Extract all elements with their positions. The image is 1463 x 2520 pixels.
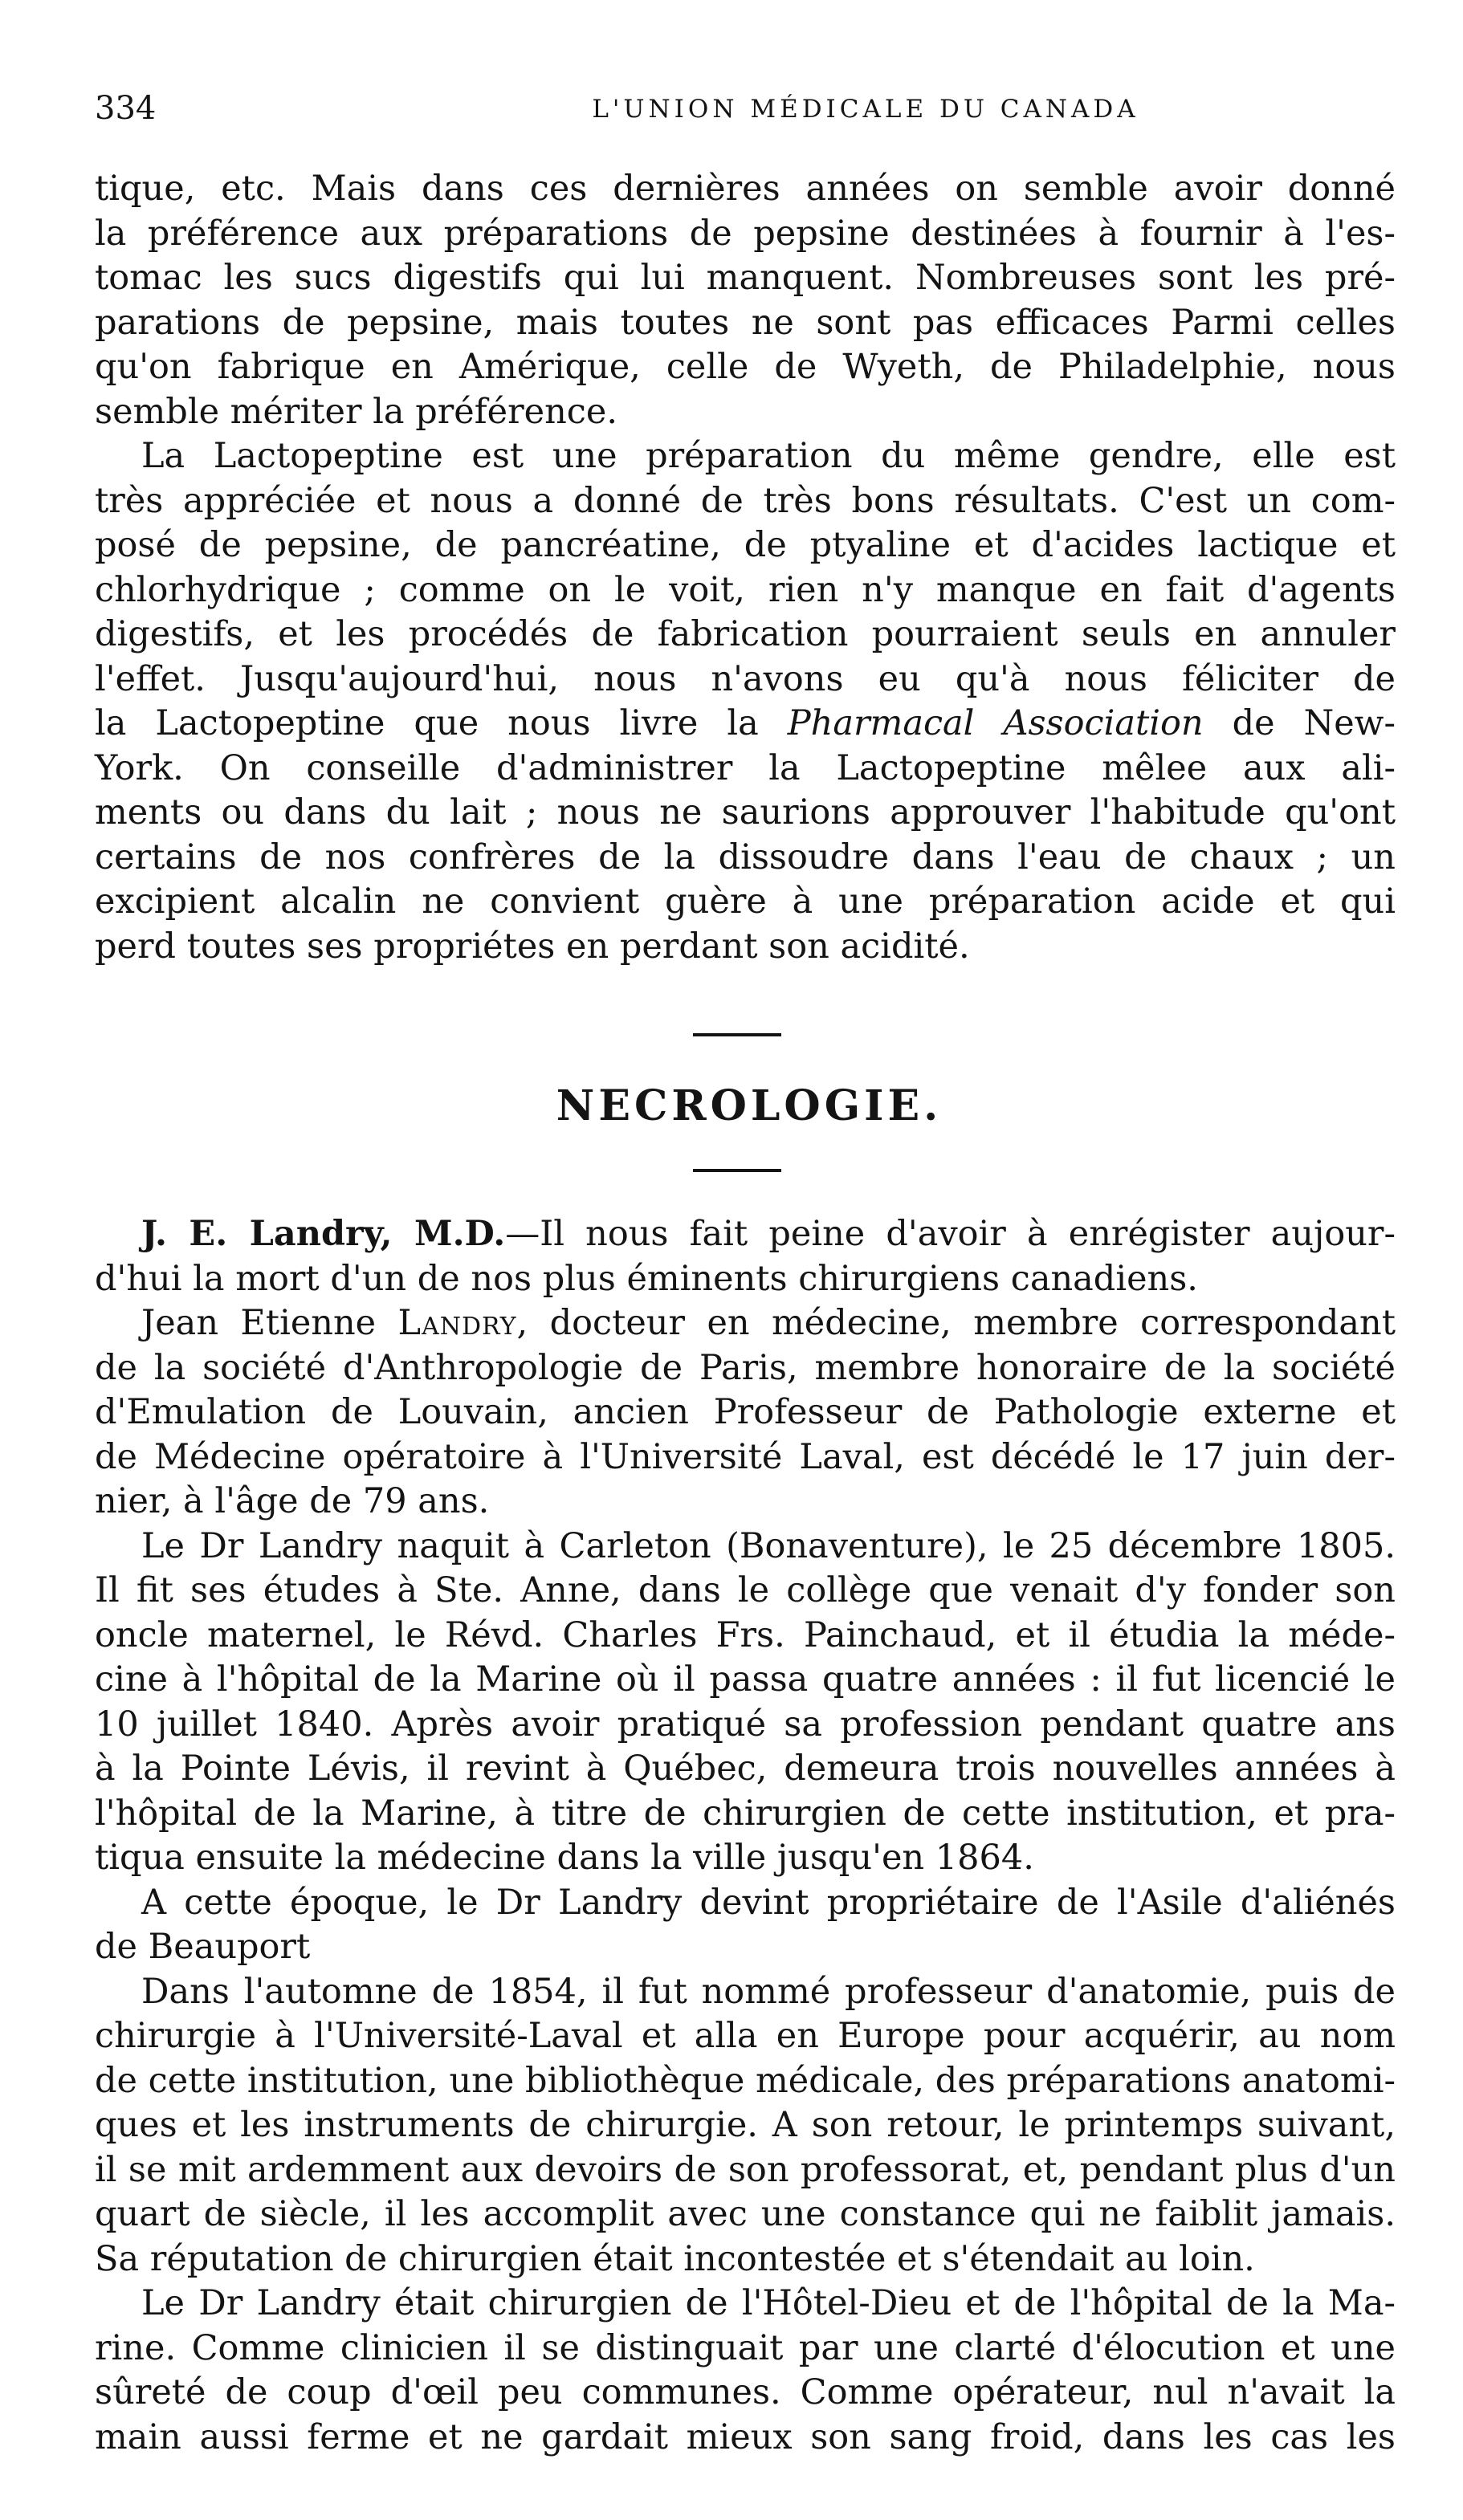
text-line <box>95 1212 1396 1257</box>
text-line: l'hôpital de la Marine, à titre de chirurgien de cette institution, et pra- <box>95 1793 1396 1834</box>
text-line: de Médecine opératoire à l'Université Laval, est décédé le 17 juin der- <box>95 1436 1396 1477</box>
text-line: digestifs, et les procédés de fabrication pourraient seuls en annuler <box>95 614 1396 654</box>
text-line: d'hui la mort d'un de nos plus éminents chirurgiens canadiens. <box>95 1258 1198 1299</box>
obituary-name: J. E. Landry, M.D. <box>141 1214 506 1254</box>
text-line: de la société d'Anthropologie de Paris, membre honoraire de la société <box>95 1347 1396 1388</box>
text-run: de New- <box>1203 703 1396 743</box>
text-line: de Beauport <box>95 1927 311 1967</box>
text-line: Sa réputation de chirurgien était incontestée et s'étendait au loin. <box>95 2238 1255 2279</box>
text-line: chirurgie à l'Université-Laval et alla en Europe pour acquérir, au nom <box>95 2016 1396 2056</box>
section-divider-bottom <box>693 1169 781 1172</box>
text-line: quart de siècle, il les accomplit avec une constance qui ne faiblit jamais. <box>95 2194 1396 2234</box>
text-line: chlorhydrique ; comme on le voit, rien n'y manque en fait d'agents <box>95 569 1396 610</box>
page-number: 334 <box>95 90 157 127</box>
text-line: parations de pepsine, mais toutes ne sont pas efficaces Parmi celles <box>95 302 1396 343</box>
text-line: il se mit ardemment aux devoirs de son professorat, et, pendant plus d'un <box>95 2149 1396 2190</box>
text-line: Le Dr Landry était chirurgien de l'Hôtel-Dieu et de l'hôpital de la Ma- <box>141 2283 1396 2323</box>
text-line: York. On conseille d'administrer la Lactopeptine mêlee aux ali- <box>95 747 1396 788</box>
text-line: l'effet. Jusqu'aujourd'hui, nous n'avons eu qu'à nous féliciter de <box>95 658 1396 699</box>
text-line: tiqua ensuite la médecine dans la ville jusqu'en 1864. <box>95 1838 1034 1878</box>
text-line: perd toutes ses propriétes en perdant son acidité. <box>95 926 970 967</box>
section-heading: NECROLOGIE. <box>556 1081 943 1130</box>
text-line: qu'on fabrique en Amérique, celle de Wyeth, de Philadelphie, nous <box>95 347 1396 387</box>
text-line: oncle maternel, le Révd. Charles Frs. Painchaud, et il étudia la méde- <box>95 1614 1396 1655</box>
text-run: —Il nous fait peine d'avoir à enrégister aujour- <box>505 1214 1396 1254</box>
text-line: excipient alcalin ne convient guère à une préparation acide et qui <box>95 881 1396 922</box>
text-line <box>95 702 1396 747</box>
running-title: L'UNION MÉDICALE DU CANADA <box>592 95 1139 124</box>
text-line: ments ou dans du lait ; nous ne saurions approuver l'habitude qu'ont <box>95 792 1396 833</box>
text-line: Le Dr Landry naquit à Carleton (Bonaventure), le 25 décembre 1805. <box>141 1525 1396 1566</box>
text-line: nier, à l'âge de 79 ans. <box>95 1481 490 1521</box>
text-line: sûreté de coup d'œil peu communes. Comme opérateur, nul n'avait la <box>95 2372 1396 2412</box>
text-line: semble mériter la préférence. <box>95 391 618 432</box>
text-line: cine à l'hôpital de la Marine où il passa quatre années : il fut licencié le <box>95 1659 1396 1700</box>
text-line: très appréciée et nous a donné de très bons résultats. C'est un com- <box>95 480 1396 521</box>
obituary-section <box>95 1212 1396 2460</box>
text-line: tique, etc. Mais dans ces dernières années on semble avoir donné <box>95 169 1396 209</box>
text-run: , docteur en médecine, membre correspondant <box>516 1303 1396 1343</box>
lactopeptine-section <box>95 167 1396 969</box>
italic-association-name: Pharmacal Association <box>787 703 1204 743</box>
section-divider-top <box>693 1033 781 1036</box>
surname-small-caps: Landry <box>397 1303 517 1343</box>
text-line: 10 juillet 1840. Après avoir pratiqué sa profession pendant quatre ans <box>95 1704 1396 1744</box>
text-line <box>95 1301 1396 1346</box>
text-line: A cette époque, le Dr Landry devint propriétaire de l'Asile d'aliénés <box>141 1882 1396 1923</box>
text-line: à la Pointe Lévis, il revint à Québec, demeura trois nouvelles années à <box>95 1749 1396 1789</box>
text-run: la Lactopeptine que nous livre la <box>95 703 788 743</box>
text-line: main aussi ferme et ne gardait mieux son sang froid, dans les cas les <box>95 2416 1396 2457</box>
text-line: Il fit ses études à Ste. Anne, dans le collège que venait d'y fonder son <box>95 1570 1396 1610</box>
page-header <box>95 90 1396 138</box>
text-line: La Lactopeptine est une préparation du même gendre, elle est <box>141 436 1396 476</box>
page-body <box>95 167 1396 2460</box>
text-line: la préférence aux préparations de pepsine destinées à fournir à l'es- <box>95 213 1396 254</box>
text-line: tomac les sucs digestifs qui lui manquent. Nombreuses sont les pré- <box>95 258 1396 298</box>
text-line: certains de nos confrères de la dissoudre dans l'eau de chaux ; un <box>95 837 1396 877</box>
text-line: rine. Comme clinicien il se distinguait par une clarté d'élocution et une <box>95 2327 1396 2368</box>
text-run: Jean Etienne <box>141 1303 398 1343</box>
text-line: de cette institution, une bibliothèque médicale, des préparations anatomi- <box>95 2060 1396 2101</box>
text-line: d'Emulation de Louvain, ancien Professeur de Pathologie externe et <box>95 1392 1396 1432</box>
text-line: Dans l'automne de 1854, il fut nommé professeur d'anatomie, puis de <box>141 1971 1396 2012</box>
text-line: posé de pepsine, de pancréatine, de ptyaline et d'acides lactique et <box>95 525 1396 565</box>
text-line: ques et les instruments de chirurgie. A son retour, le printemps suivant, <box>95 2105 1396 2145</box>
